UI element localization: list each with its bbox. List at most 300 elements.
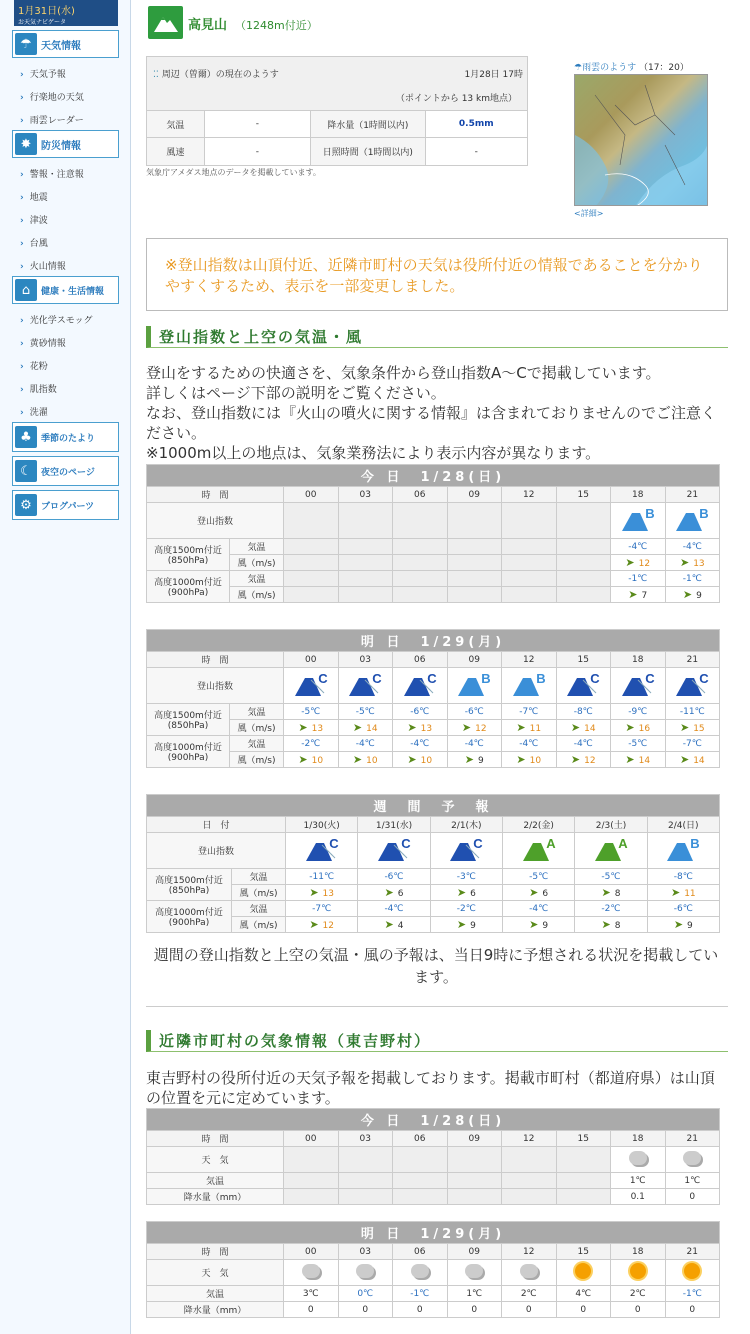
climbing-index-letter: C bbox=[427, 671, 437, 686]
wind-cell bbox=[286, 885, 358, 901]
wind-speed: 11 bbox=[529, 724, 542, 734]
wind-direction-icon: ➤ bbox=[352, 753, 363, 766]
column-header: 12 bbox=[502, 652, 557, 668]
wind-direction-icon: ➤ bbox=[679, 721, 690, 734]
section-heading-climbing: 登山指数と上空の気温・風 bbox=[146, 326, 728, 348]
wind-cell bbox=[393, 720, 448, 736]
wind-cell bbox=[575, 917, 647, 933]
index-cell bbox=[358, 833, 430, 869]
wind-cell bbox=[393, 752, 448, 768]
sidebar-item-smog[interactable]: › 光化学スモッグ bbox=[20, 313, 92, 326]
amedas-datetime: 1月28日 17時 bbox=[464, 70, 523, 80]
temp-cell: -4℃ bbox=[665, 539, 720, 555]
temp-cell: -4℃ bbox=[611, 539, 666, 555]
precip-cell: 0 bbox=[502, 1302, 557, 1318]
wind-direction-icon: ➤ bbox=[298, 753, 308, 766]
wind-direction-icon: ➤ bbox=[529, 886, 539, 899]
index-cell bbox=[556, 503, 611, 539]
wind-direction-icon: ➤ bbox=[309, 886, 319, 899]
disaster-icon: ✸ bbox=[15, 133, 37, 155]
wind-cell bbox=[284, 720, 339, 736]
temp-cell bbox=[502, 539, 557, 555]
index-cell bbox=[665, 668, 720, 704]
index-cell bbox=[393, 668, 448, 704]
wind-cell bbox=[556, 720, 611, 736]
temp-cell: -7℃ bbox=[502, 704, 557, 720]
temp-cell: 2℃ bbox=[611, 1286, 666, 1302]
climbing-index-letter: B bbox=[536, 671, 546, 686]
town-description: 東吉野村の役所付近の天気予報を掲載しております。掲載市町村（都道府県）は山頂の位置を元に定めています。 bbox=[146, 1069, 715, 1107]
climbing-index-icon bbox=[620, 505, 656, 536]
index-label: 登山指数 bbox=[147, 503, 284, 539]
wind-cell bbox=[338, 555, 393, 571]
wind-cell bbox=[284, 752, 339, 768]
wind-cell bbox=[502, 752, 557, 768]
sidebar-item-volcano[interactable]: › 火山情報 bbox=[20, 259, 66, 272]
climbing-index-letter: B bbox=[690, 836, 701, 851]
column-header: 03 bbox=[338, 1244, 393, 1260]
column-header: 03 bbox=[338, 487, 393, 503]
altitude-text: 高度1000m付近 bbox=[155, 908, 223, 918]
temp-label: 気温 bbox=[232, 869, 286, 885]
wind-speed: 9 bbox=[477, 756, 484, 766]
temp-label: 気温 bbox=[147, 1286, 284, 1302]
temp-label: 気温 bbox=[232, 901, 286, 917]
amedas-note: 気象庁アメダス地点のデータを掲載しています。 bbox=[146, 168, 321, 177]
sidebar-item-skin[interactable]: › 肌指数 bbox=[20, 382, 57, 395]
altitude-label bbox=[147, 869, 232, 901]
temp-cell bbox=[284, 1173, 339, 1189]
weather-label: 天 気 bbox=[147, 1260, 284, 1286]
section-label: 健康・生活情報 bbox=[41, 286, 105, 297]
wind-speed: 12 bbox=[475, 724, 487, 734]
sidebar-section-disaster[interactable] bbox=[12, 130, 119, 158]
index-cell bbox=[393, 503, 448, 539]
town-table-today bbox=[146, 1108, 720, 1205]
wind-speed: 6 bbox=[397, 889, 404, 899]
sidebar-item-forecast[interactable]: › 天気予報 bbox=[20, 67, 66, 80]
precip-cell: 0 bbox=[338, 1302, 393, 1318]
index-cell bbox=[502, 503, 557, 539]
column-header: 2/4(日) bbox=[647, 817, 719, 833]
climbing-index-icon bbox=[376, 835, 412, 866]
precip-label: 降水量（1時間以内) bbox=[311, 111, 425, 137]
column-header: 18 bbox=[611, 1131, 666, 1147]
wind-direction-icon: ➤ bbox=[628, 588, 638, 601]
sidebar-item-tsunami[interactable]: › 津波 bbox=[20, 213, 48, 226]
radar-time: （17：20） bbox=[638, 63, 689, 73]
sidebar-section-health[interactable] bbox=[12, 276, 119, 304]
altitude-label bbox=[147, 901, 232, 933]
wind-speed: 10 bbox=[420, 756, 433, 766]
climbing-index-icon bbox=[665, 835, 701, 866]
wind-direction-icon: ➤ bbox=[673, 918, 684, 931]
climbing-description bbox=[146, 363, 728, 463]
banner-subtitle: お天気ナビゲータ bbox=[18, 19, 67, 26]
wind-cell bbox=[647, 885, 719, 901]
wind-speed: 10 bbox=[311, 756, 324, 766]
sidebar-section-blog-parts[interactable] bbox=[12, 490, 119, 520]
column-header: 09 bbox=[447, 487, 502, 503]
wind-label: 風速 bbox=[147, 138, 205, 165]
sidebar-item-earthquake[interactable]: › 地震 bbox=[20, 190, 48, 203]
weather-cell bbox=[447, 1260, 502, 1286]
temp-cell: -5℃ bbox=[284, 704, 339, 720]
sidebar-item-pollen[interactable]: › 花粉 bbox=[20, 359, 48, 372]
wind-cell bbox=[447, 752, 502, 768]
wind-direction-icon: ➤ bbox=[679, 753, 690, 766]
index-cell bbox=[502, 833, 574, 869]
column-header: 06 bbox=[393, 1131, 448, 1147]
altitude-text: 高度1500m付近 bbox=[155, 876, 223, 886]
wind-label: 風（m/s) bbox=[230, 720, 284, 736]
climbing-index-icon bbox=[511, 670, 547, 701]
precip-cell: 0 bbox=[665, 1189, 720, 1205]
desc-line: 詳しくはページ下部の説明をご覧ください。 bbox=[146, 384, 446, 402]
sidebar-section-weather[interactable] bbox=[12, 30, 119, 58]
sidebar-section-night-sky[interactable] bbox=[12, 456, 119, 486]
precip-cell bbox=[502, 1189, 557, 1205]
home-icon: ⌂ bbox=[15, 279, 37, 301]
temp-cell: 1℃ bbox=[447, 1286, 502, 1302]
precip-cell: 0 bbox=[393, 1302, 448, 1318]
wind-direction-icon: ➤ bbox=[570, 753, 581, 766]
section-label: 夜空のページ bbox=[41, 467, 95, 478]
index-label: 登山指数 bbox=[147, 668, 284, 704]
climbing-index-letter: C bbox=[699, 671, 710, 686]
section-heading-town: 近隣市町村の気象情報（東吉野村） bbox=[146, 1030, 728, 1052]
precip-cell bbox=[338, 1189, 393, 1205]
weather-icon: ☂ bbox=[15, 33, 37, 55]
index-cell bbox=[556, 668, 611, 704]
temp-cell: 4℃ bbox=[556, 1286, 611, 1302]
temp-cell: 1℃ bbox=[611, 1173, 666, 1189]
weather-cell bbox=[556, 1260, 611, 1286]
column-header: 03 bbox=[338, 1131, 393, 1147]
column-header: 15 bbox=[556, 652, 611, 668]
index-cell bbox=[502, 668, 557, 704]
sun-icon bbox=[575, 1263, 591, 1279]
sidebar-section-season[interactable] bbox=[12, 422, 119, 452]
climbing-index-letter: A bbox=[545, 836, 556, 851]
wind-direction-icon: ➤ bbox=[625, 753, 635, 766]
weather-cell bbox=[502, 1147, 557, 1173]
mountain-name: 高見山 bbox=[188, 18, 228, 33]
gear-icon: ⚙ bbox=[15, 494, 37, 516]
wind-cell bbox=[611, 555, 666, 571]
wind-label: 風（m/s) bbox=[232, 917, 286, 933]
altitude-label bbox=[147, 704, 230, 736]
wind-label: 風（m/s) bbox=[232, 885, 286, 901]
index-label: 登山指数 bbox=[147, 833, 286, 869]
radar-title bbox=[574, 60, 689, 73]
wind-cell bbox=[502, 587, 557, 603]
wind-cell bbox=[358, 885, 430, 901]
pressure-text: (850hPa) bbox=[168, 886, 210, 896]
column-header: 21 bbox=[665, 487, 720, 503]
section-label: 防災情報 bbox=[41, 140, 81, 152]
wind-cell bbox=[430, 885, 502, 901]
precip-label: 降水量（mm） bbox=[147, 1189, 284, 1205]
climbing-index-icon bbox=[402, 670, 438, 701]
wind-cell bbox=[665, 752, 720, 768]
weather-cell bbox=[665, 1260, 720, 1286]
weather-cell bbox=[338, 1260, 393, 1286]
precip-cell bbox=[284, 1189, 339, 1205]
index-cell bbox=[665, 503, 720, 539]
temp-cell bbox=[502, 571, 557, 587]
temp-cell bbox=[447, 1173, 502, 1189]
table-title: 週 間 予 報 bbox=[147, 795, 720, 817]
cloud-icon bbox=[411, 1264, 429, 1278]
wind-direction-icon: ➤ bbox=[384, 886, 394, 899]
wind-direction-icon: ➤ bbox=[625, 721, 635, 734]
index-cell bbox=[430, 833, 502, 869]
sidebar-item-resort[interactable]: › 行楽地の天気 bbox=[20, 90, 84, 103]
weather-label: 天 気 bbox=[147, 1147, 284, 1173]
temp-cell bbox=[447, 571, 502, 587]
wind-speed: 12 bbox=[638, 559, 651, 569]
temp-cell bbox=[338, 539, 393, 555]
cloud-icon bbox=[683, 1151, 701, 1165]
climbing-index-letter: C bbox=[401, 836, 411, 851]
temp-cell bbox=[502, 1173, 557, 1189]
section-label: ブログパーツ bbox=[41, 501, 95, 512]
column-header: 03 bbox=[338, 652, 393, 668]
climbing-index-icon bbox=[674, 505, 710, 536]
wind-speed: 11 bbox=[684, 889, 696, 899]
index-cell bbox=[286, 833, 358, 869]
temp-cell: -6℃ bbox=[447, 704, 502, 720]
wind-cell bbox=[611, 720, 666, 736]
column-header: 12 bbox=[502, 1244, 557, 1260]
climbing-index-icon bbox=[347, 670, 383, 701]
wind-speed: 13 bbox=[322, 889, 334, 899]
sidebar-item-typhoon[interactable]: › 台風 bbox=[20, 236, 48, 249]
weather-cell bbox=[611, 1260, 666, 1286]
wind-speed: 13 bbox=[693, 559, 705, 569]
column-header: 18 bbox=[611, 652, 666, 668]
column-header: 21 bbox=[665, 1131, 720, 1147]
altitude-text: 高度1500m付近 bbox=[154, 711, 222, 721]
wind-direction-icon: ➤ bbox=[407, 753, 417, 766]
temp-cell: -2℃ bbox=[284, 736, 339, 752]
column-header: 00 bbox=[284, 652, 339, 668]
altitude-text: 高度1500m付近 bbox=[154, 546, 222, 556]
header-label: 日 付 bbox=[147, 817, 286, 833]
wind-speed: 14 bbox=[584, 724, 596, 734]
weather-cell bbox=[556, 1147, 611, 1173]
column-header: 06 bbox=[393, 652, 448, 668]
radar-map[interactable] bbox=[574, 74, 708, 206]
wind-cell bbox=[358, 917, 430, 933]
precip-label: 降水量（mm） bbox=[147, 1302, 284, 1318]
town-table-tomorrow bbox=[146, 1221, 720, 1318]
banner-date: 1月31日(水) bbox=[18, 6, 75, 17]
temp-cell: -4℃ bbox=[502, 736, 557, 752]
wind-speed: 12 bbox=[584, 756, 596, 766]
temp-label: 気温 bbox=[230, 704, 284, 720]
wind-speed: 16 bbox=[638, 724, 651, 734]
pressure-text: (900hPa) bbox=[167, 588, 209, 598]
climbing-index-icon bbox=[620, 670, 656, 701]
index-cell bbox=[447, 668, 502, 704]
temp-label: 気温 bbox=[230, 571, 284, 587]
temp-cell: -7℃ bbox=[286, 901, 358, 917]
index-cell bbox=[575, 833, 647, 869]
temp-cell: -1℃ bbox=[611, 571, 666, 587]
climbing-table-tomorrow bbox=[146, 629, 720, 768]
temp-cell: -11℃ bbox=[286, 869, 358, 885]
wind-direction-icon: ➤ bbox=[407, 721, 417, 734]
cloud-icon bbox=[302, 1264, 320, 1278]
temp-cell: -1℃ bbox=[665, 571, 720, 587]
climbing-table-today bbox=[146, 464, 720, 603]
amedas-table bbox=[146, 56, 528, 166]
altitude-text: 高度1000m付近 bbox=[154, 578, 222, 588]
wind-cell bbox=[338, 587, 393, 603]
climbing-index-letter: B bbox=[699, 506, 710, 521]
wind-speed: 8 bbox=[614, 889, 621, 899]
column-header: 09 bbox=[447, 1131, 502, 1147]
temp-cell: 3℃ bbox=[284, 1286, 339, 1302]
index-cell bbox=[447, 503, 502, 539]
temp-cell: -5℃ bbox=[575, 869, 647, 885]
wind-cell bbox=[575, 885, 647, 901]
precip-cell bbox=[447, 1189, 502, 1205]
cloud-icon bbox=[520, 1264, 538, 1278]
wind-cell bbox=[284, 587, 339, 603]
pressure-text: (850hPa) bbox=[167, 556, 209, 566]
index-cell bbox=[611, 668, 666, 704]
temp-cell bbox=[556, 571, 611, 587]
wind-direction-icon: ➤ bbox=[384, 918, 394, 931]
umbrella-icon: ☂ bbox=[574, 63, 583, 73]
wind-direction-icon: ➤ bbox=[679, 556, 690, 569]
wind-cell bbox=[556, 587, 611, 603]
temp-cell bbox=[284, 571, 339, 587]
climbing-table-weekly bbox=[146, 794, 720, 933]
wind-cell bbox=[393, 555, 448, 571]
precip-cell: 0 bbox=[556, 1302, 611, 1318]
sidebar-item-warning[interactable]: › 警報・注意報 bbox=[20, 167, 84, 180]
mountain-icon bbox=[148, 6, 183, 39]
altitude-label bbox=[147, 539, 230, 571]
wind-speed: 14 bbox=[638, 756, 651, 766]
wind-direction-icon: ➤ bbox=[456, 918, 467, 931]
column-header: 15 bbox=[556, 1244, 611, 1260]
date-banner[interactable] bbox=[14, 0, 118, 26]
column-header: 18 bbox=[611, 487, 666, 503]
wind-cell bbox=[286, 917, 358, 933]
divider bbox=[146, 1006, 728, 1007]
precip-cell: 0 bbox=[611, 1302, 666, 1318]
precip-cell: 0 bbox=[665, 1302, 720, 1318]
wind-direction-icon: ➤ bbox=[352, 721, 363, 734]
climbing-index-icon bbox=[565, 670, 601, 701]
altitude-label bbox=[147, 736, 230, 768]
temp-cell: 1℃ bbox=[665, 1173, 720, 1189]
cloud-icon bbox=[465, 1264, 483, 1278]
wind-cell bbox=[502, 555, 557, 571]
sidebar-item-radar[interactable]: › 雨雲レーダー bbox=[20, 113, 84, 126]
wind-cell bbox=[611, 752, 666, 768]
temp-label: 気温 bbox=[230, 539, 284, 555]
temp-cell: -4℃ bbox=[358, 901, 430, 917]
column-header: 15 bbox=[556, 1131, 611, 1147]
weekly-note: 週間の登山指数と上空の気温・風の予報は、当日9時に予想される状況を掲載しています。 bbox=[153, 946, 719, 986]
temp-cell: -1℃ bbox=[393, 1286, 448, 1302]
temp-cell bbox=[393, 1173, 448, 1189]
temp-cell: -4℃ bbox=[393, 736, 448, 752]
sunshine-value: - bbox=[474, 146, 478, 157]
wind-cell bbox=[284, 555, 339, 571]
wind-cell bbox=[430, 917, 502, 933]
temp-cell: -3℃ bbox=[430, 869, 502, 885]
wind-speed: 14 bbox=[693, 756, 705, 766]
climbing-index-icon bbox=[293, 670, 329, 701]
sidebar-item-dust[interactable]: › 黄砂情報 bbox=[20, 336, 66, 349]
wind-speed: 14 bbox=[366, 724, 378, 734]
precip-cell bbox=[393, 1189, 448, 1205]
wind-cell bbox=[338, 752, 393, 768]
weather-cell bbox=[611, 1147, 666, 1173]
wind-cell bbox=[611, 587, 666, 603]
sidebar-item-laundry[interactable]: › 洗濯 bbox=[20, 405, 48, 418]
wind-direction-icon: ➤ bbox=[570, 721, 581, 734]
precip-cell: 0.1 bbox=[611, 1189, 666, 1205]
column-header: 12 bbox=[502, 1131, 557, 1147]
temp-cell: -8℃ bbox=[647, 869, 719, 885]
wind-cell bbox=[665, 720, 720, 736]
index-cell bbox=[338, 503, 393, 539]
wind-cell bbox=[502, 885, 574, 901]
column-header: 06 bbox=[393, 487, 448, 503]
temp-cell bbox=[284, 539, 339, 555]
radar-detail-link[interactable]: <詳細> bbox=[574, 209, 604, 218]
temp-cell: -4℃ bbox=[502, 901, 574, 917]
wind-speed: 6 bbox=[470, 889, 476, 899]
sun-icon bbox=[630, 1263, 646, 1279]
header-label: 時 間 bbox=[147, 1131, 284, 1147]
climbing-index-letter: A bbox=[618, 836, 628, 851]
temp-cell bbox=[338, 571, 393, 587]
index-cell bbox=[284, 668, 339, 704]
wind-cell bbox=[502, 917, 574, 933]
temp-cell: -1℃ bbox=[665, 1286, 720, 1302]
wind-direction-icon: ➤ bbox=[456, 886, 467, 899]
column-header: 00 bbox=[284, 1244, 339, 1260]
climbing-index-icon bbox=[674, 670, 710, 701]
wind-direction-icon: ➤ bbox=[601, 886, 611, 899]
wind-direction-icon: ➤ bbox=[309, 918, 319, 931]
temp-cell: -5℃ bbox=[338, 704, 393, 720]
precip-cell: 0 bbox=[447, 1302, 502, 1318]
sidebar bbox=[0, 0, 131, 1334]
climbing-index-icon bbox=[448, 835, 484, 866]
column-header: 21 bbox=[665, 1244, 720, 1260]
precip-value: 0.5mm bbox=[458, 119, 494, 129]
climbing-index-icon bbox=[521, 835, 557, 866]
temp-cell: -6℃ bbox=[393, 704, 448, 720]
weather-cell bbox=[447, 1147, 502, 1173]
temp-cell: 2℃ bbox=[502, 1286, 557, 1302]
climbing-index-letter: B bbox=[481, 671, 491, 686]
wind-direction-icon: ➤ bbox=[461, 721, 472, 734]
temp-cell: -6℃ bbox=[647, 901, 719, 917]
climbing-index-icon bbox=[304, 835, 340, 866]
precip-cell bbox=[556, 1189, 611, 1205]
